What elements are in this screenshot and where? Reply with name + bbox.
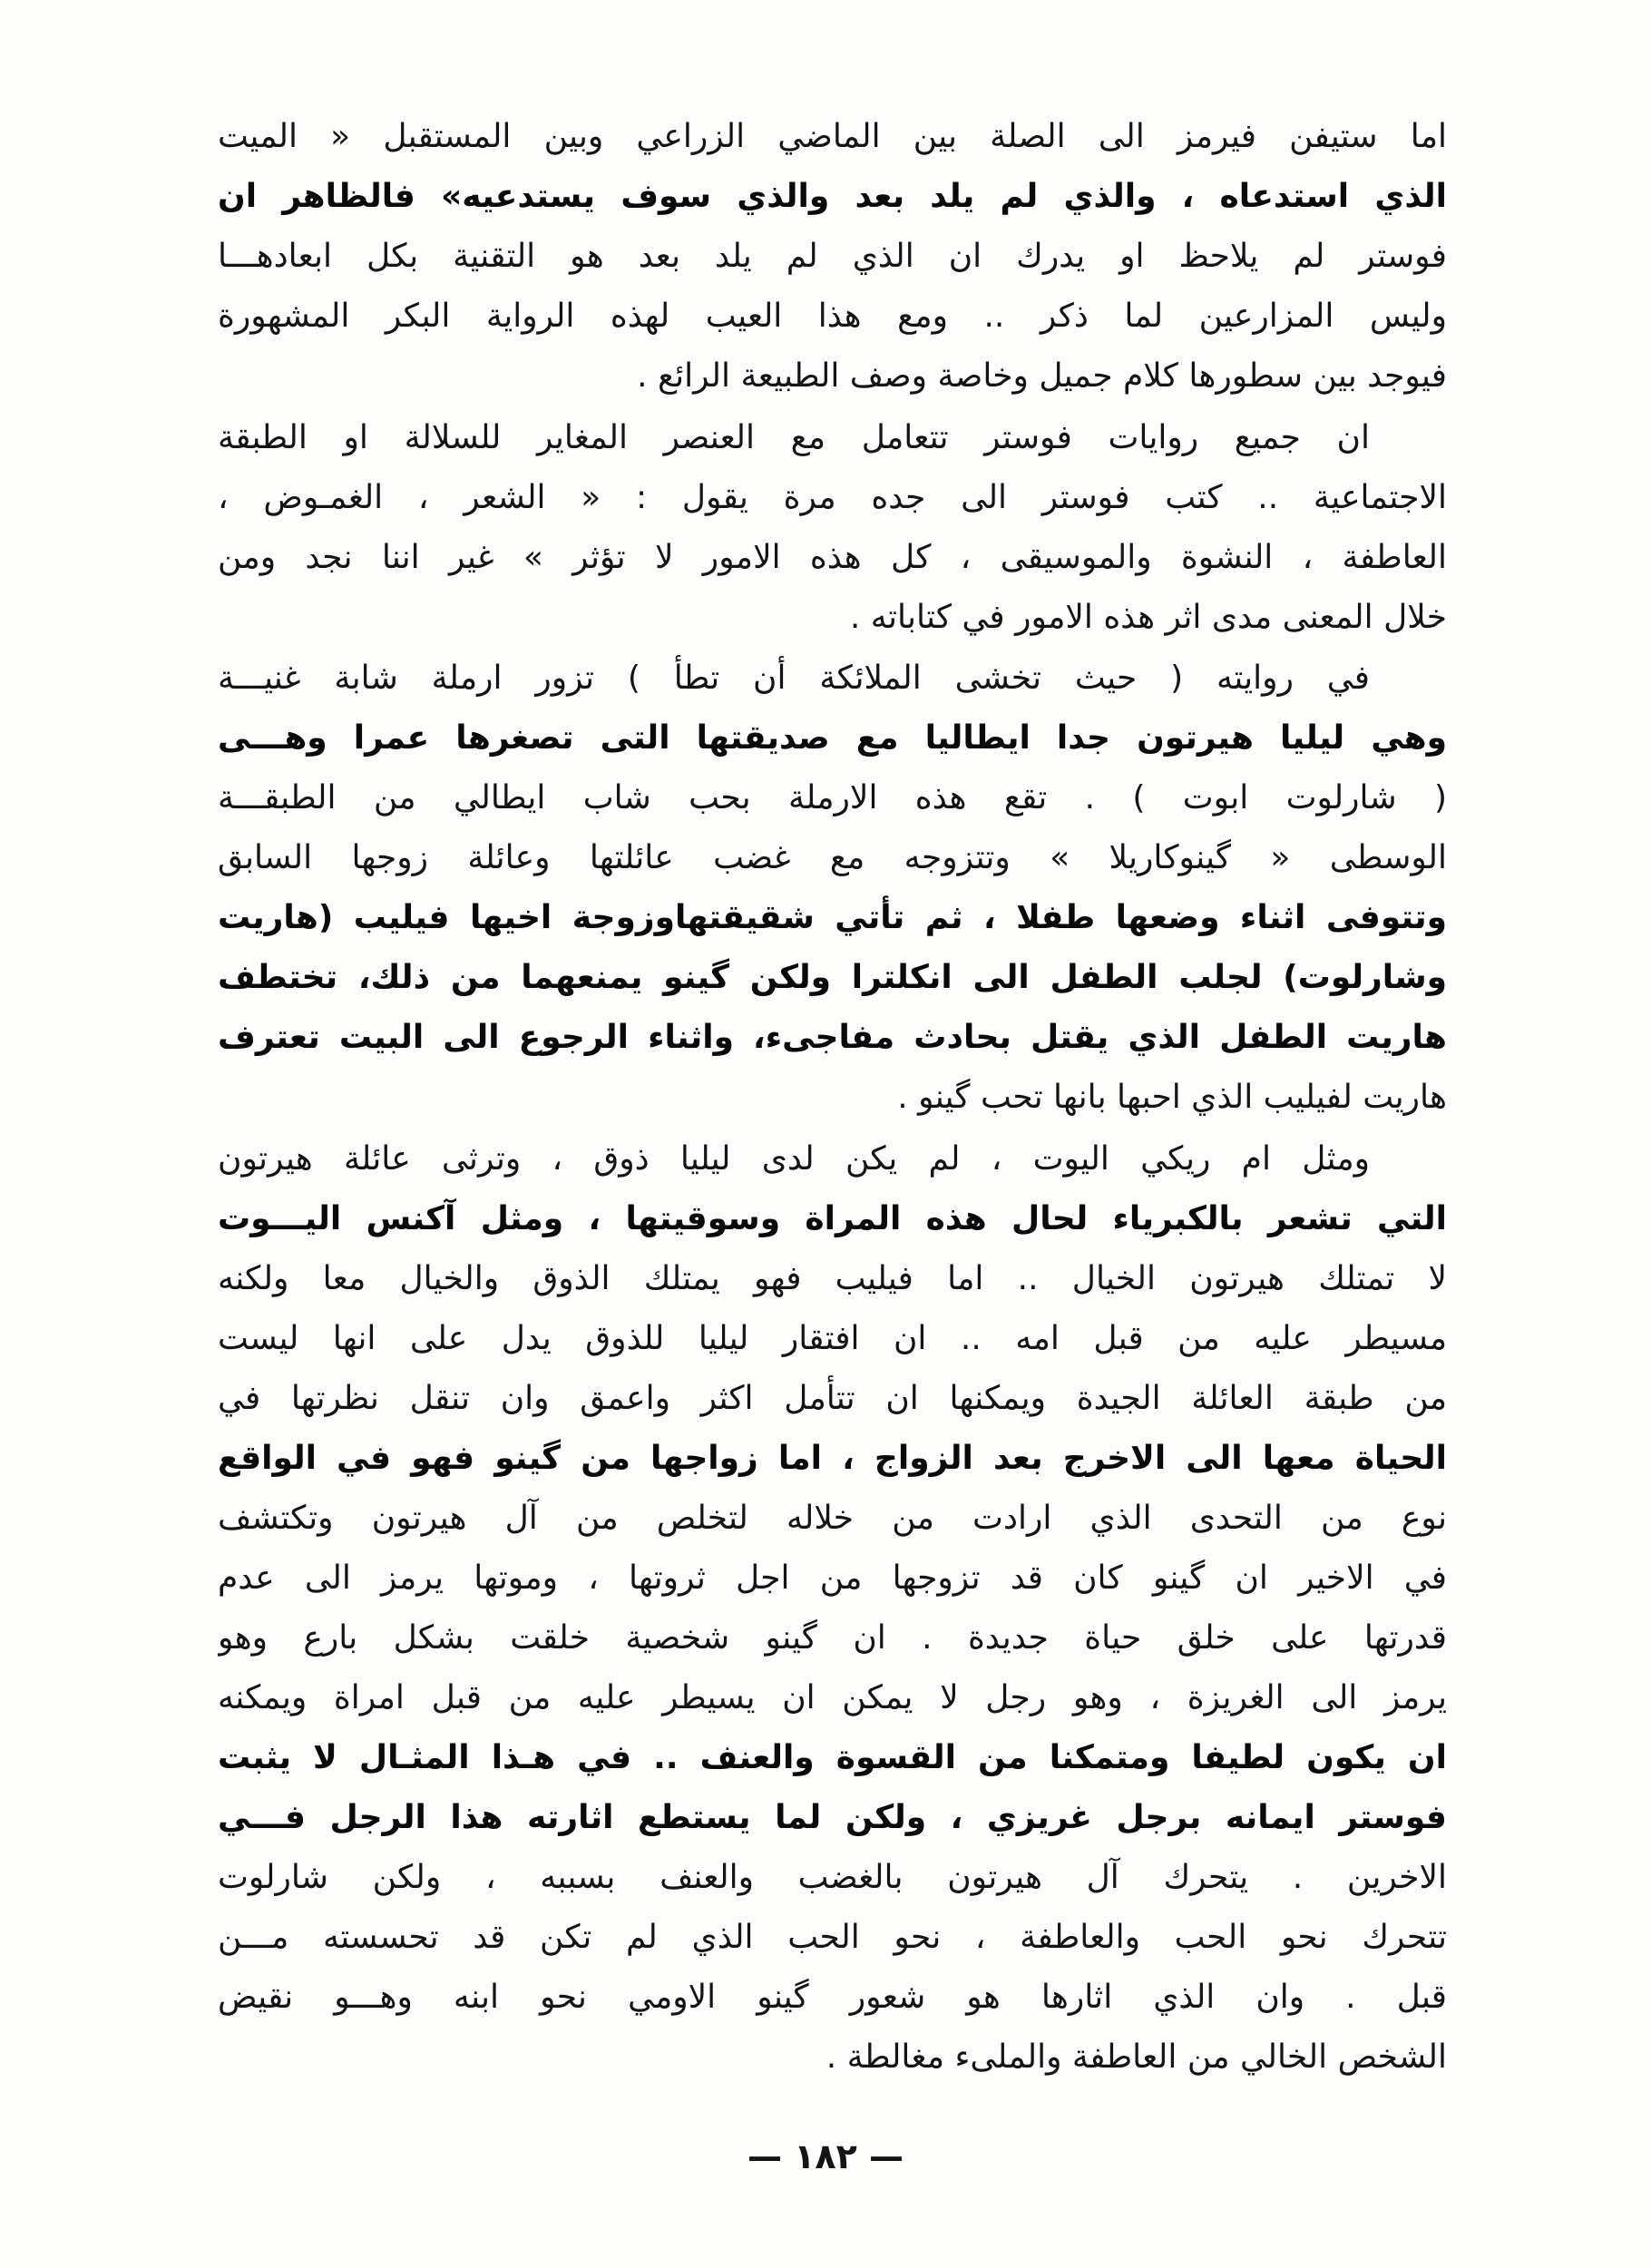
text-line: يرمز الى الغريزة ، وهو رجل لا يمكن ان يسيطر عليه من قبل امراة ويمكنه: [218, 1679, 1447, 1716]
text-line: ومثل ام ريكي اليوت ، لم يكن لدى ليليا ذوق ، وترثى عائلة هيرتون: [218, 1140, 1370, 1178]
text-line: خلال المعنى مدى اثر هذه الامور في كتاباته .: [849, 599, 1447, 636]
paragraph-2: [218, 408, 1447, 648]
text-line: التي تشعر بالكبرياء لحال هذه المراة وسوقيتها ، ومثل آكنس اليـــوت: [218, 1200, 1447, 1237]
text-line: الذي استدعاه ، والذي لم يلد بعد والذي سوف يستدعيه» فالظاهر ان: [218, 178, 1447, 215]
text-line: الاجتماعية .. كتب فوستر الى جده مرة يقول : « الشعر ، الغمـوض ،: [218, 479, 1447, 516]
text-line: فوستر ايمانه برجل غريزي ، ولكن لما يستطع اثارته هذا الرجل فـــي: [218, 1799, 1447, 1836]
text-line: فيوجد بين سطورها كلام جميل وخاصة وصف الطبيعة الرائع .: [637, 357, 1447, 395]
paragraph-1: [218, 107, 1447, 406]
text-line: قدرتها على خلق حياة جديدة . ان گينو شخصية خلقت بشكل بارع وهو: [218, 1619, 1447, 1657]
text-line: هاريت لفيليب الذي احبها بانها تحب گينو .: [897, 1079, 1447, 1116]
text-line: العاطفة ، النشوة والموسيقى ، كل هذه الامور لا تؤثر » غير اننا نجد ومن: [218, 539, 1447, 576]
text-line: من طبقة العائلة الجيدة ويمكنها ان تتأمل اكثر واعمق وان تنقل نظرتها في: [218, 1380, 1447, 1417]
text-line: الحياة معها الى الاخرج بعد الزواج ، اما زواجها من گينو فهو في الواقع: [218, 1440, 1447, 1477]
text-line: الوسطى « گينوكاريلا » وتتزوجه مع غضب عائلتها وعائلة زوجها السابق: [218, 839, 1447, 876]
text-line: فوستر لم يلاحظ او يدرك ان الذي لم يلد بعد هو التقنية بكل ابعادهـــا: [218, 238, 1447, 275]
paragraph-4: [218, 1129, 1447, 2087]
text-line: مسيطر عليه من قبل امه .. ان افتقار ليليا للذوق يدل على انها ليست: [218, 1320, 1447, 1357]
text-line: الشخص الخالي من العاطفة والملىء مغالطة .: [826, 2038, 1447, 2076]
text-line: في الاخير ان گينو كان قد تزوجها من اجل ثروتها ، وموتها يرمز الى عدم: [218, 1559, 1447, 1597]
text-line: الاخرين . يتحرك آل هيرتون بالغضب والعنف بسببه ، ولكن شارلوت: [218, 1859, 1447, 1896]
page-number: — ١٨٢ —: [747, 2136, 904, 2176]
text-line: وتتوفى اثناء وضعها طفلا ، ثم تأتي شقيقتهاوزوجة اخيها فيليب (هاريت: [218, 899, 1447, 936]
text-line: اما ستيفن فيرمز الى الصلة بين الماضي الزراعي وبين المستقبل « الميت: [218, 118, 1447, 155]
paragraph-3: [218, 649, 1447, 1128]
text-line: وشارلوت) لجلب الطفل الى انكلترا ولكن گينو يمنعهما من ذلك، تختطف: [218, 959, 1447, 996]
text-line: وليس المزارعين لما ذكر .. ومع هذا العيب لهذه الرواية البكر المشهورة: [218, 298, 1447, 335]
text-line: نوع من التحدى الذي ارادت من خلاله لتخلص من آل هيرتون وتكتشف: [218, 1500, 1447, 1537]
text-line: هاريت الطفل الذي يقتل بحادث مفاجىء، واثناء الرجوع الى البيت تعترف: [218, 1019, 1447, 1056]
text-line: ان يكون لطيفا ومتمكنا من القسوة والعنف .. في هـذا المثـال لا يثبت: [218, 1739, 1447, 1776]
text-line: ان جميع روايات فوستر تتعامل مع العنصر المغاير للسلالة او الطبقة: [218, 419, 1370, 456]
text-line: ( شارلوت ابوت ) . تقع هذه الارملة بحب شاب ايطالي من الطبقـــة: [218, 779, 1447, 816]
text-line: وهي ليليا هيرتون جدا ايطاليا مع صديقتها التى تصغرها عمرا وهـــى: [218, 719, 1447, 757]
text-line: تتحرك نحو الحب والعاطفة ، نحو الحب الذي لم تكن قد تحسسته مـــن: [218, 1919, 1447, 1956]
text-line: في روايته ( حيث تخشى الملائكة أن تطأ ) تزور ارملة شابة غنيـــة: [218, 660, 1370, 697]
text-line: قبل . وان الذي اثارها هو شعور گينو الاومي نحو ابنه وهـــو نقيض: [218, 1979, 1447, 2016]
text-line: لا تمتلك هيرتون الخيال .. اما فيليب فهو يمتلك الذوق والخيال معا ولكنه: [218, 1260, 1447, 1297]
